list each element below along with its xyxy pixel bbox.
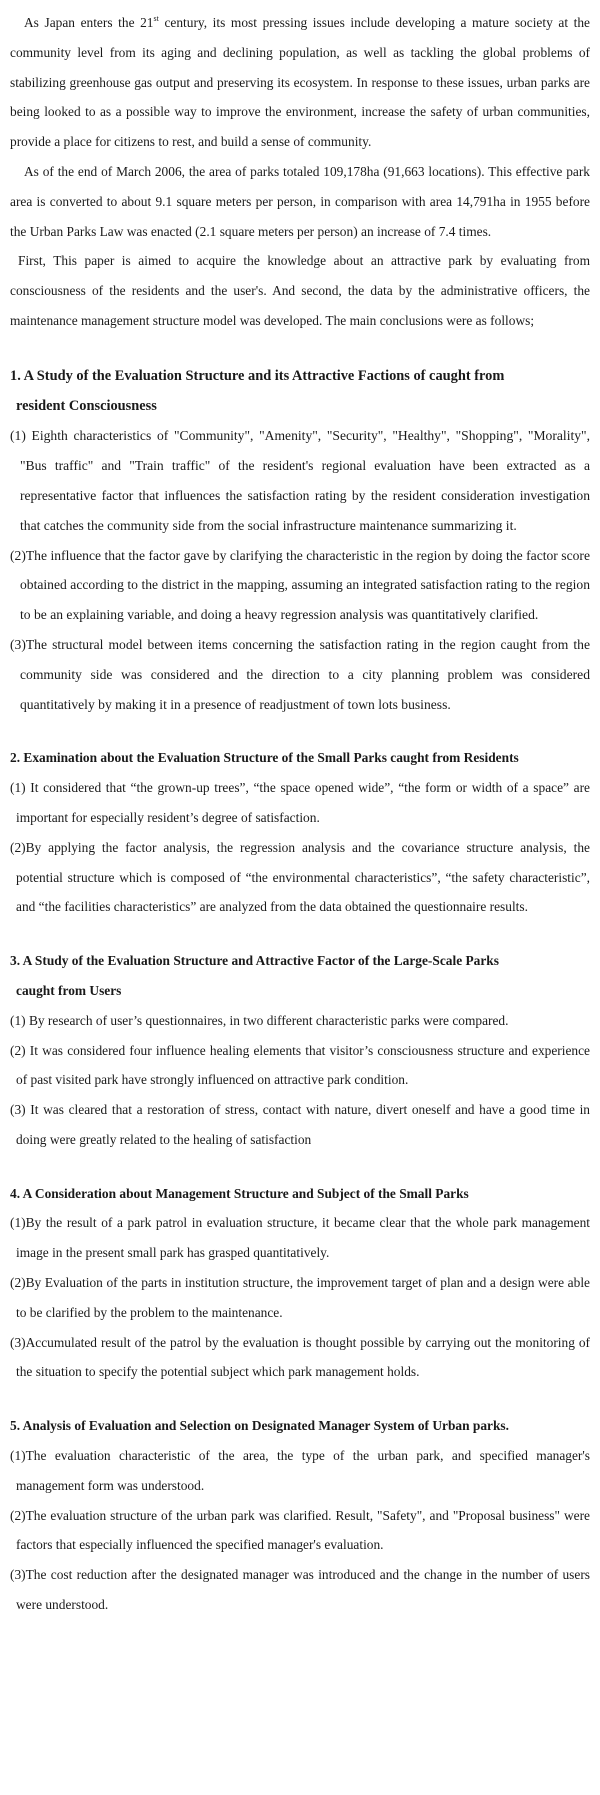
section-4-heading: 4. A Consideration about Management Structure and Subject of the Small Parks	[10, 1185, 469, 1201]
section-3	[10, 946, 590, 1155]
section-4	[10, 1179, 590, 1388]
section-5-item-1: (1)The evaluation characteristic of the area, the type of the urban park, and specified manager's management form was understood.	[10, 1448, 590, 1493]
section-3-item-1: (1) By research of user’s questionnaires, in two different characteristic parks were compared.	[10, 1012, 509, 1028]
section-1	[10, 362, 590, 720]
section-5-heading: 5. Analysis of Evaluation and Selection on Designated Manager System of Urban parks.	[10, 1418, 509, 1434]
section-1-heading: 1. A Study of the Evaluation Structure and its Attractive Factions of caught from resident Consciousness	[10, 367, 505, 414]
section-2	[10, 743, 590, 922]
section-5-item-3: (3)The cost reduction after the designated manager was introduced and the change in the number of users were understood.	[10, 1567, 590, 1613]
section-2-heading: 2. Examination about the Evaluation Structure of the Small Parks caught from Residents	[10, 750, 519, 766]
intro-paragraph-1: As Japan enters the 21st century, its most pressing issues include developing a mature society at the community level from its aging and declining population, as well as tackling the global problems of stabilizing greenhouse gas output and preserving its ecosystem. In response to these issues, urban parks are being looked to as a possible way to improve the environment, increase the safety of urban communities, provide a place for citizens to rest, and build a sense of community.	[10, 14, 590, 150]
section-3-heading: 3. A Study of the Evaluation Structure and Attractive Factor of the Large-Scale Parks caught from Users	[10, 953, 499, 998]
section-3-item-3: (3) It was cleared that a restoration of stress, contact with nature, divert oneself and have a good time in doing were greatly related to the healing of satisfaction	[10, 1102, 590, 1147]
intro-paragraph-3: First, This paper is aimed to acquire the knowledge about an attractive park by evaluating from consciousness of the residents and the user's. And second, the data by the administrative officers, the maintenance management structure model was developed. The main conclusions were as follows;	[10, 253, 590, 328]
intro-paragraph-2: As of the end of March 2006, the area of parks totaled 109,178ha (91,663 locations). This effective park area is converted to about 9.1 square meters per person, in comparison with area 14,791ha in 1955 before the Urban Parks Law was enacted (2.1 square meters per person) an increase of 7.4 times.	[10, 163, 590, 239]
section-5	[10, 1411, 590, 1620]
introduction	[10, 8, 590, 336]
section-4-item-2: (2)By Evaluation of the parts in institution structure, the improvement target of plan and a design were able to be clarified by the problem to the maintenance.	[10, 1275, 590, 1320]
section-4-item-1: (1)By the result of a park patrol in evaluation structure, it became clear that the whole park management image in the present small park has grasped quantitatively.	[10, 1215, 590, 1261]
section-2-item-2: (2)By applying the factor analysis, the regression analysis and the covariance structure analysis, the potential structure which is composed of “the environmental characteristics”, “the safety characteristic”, and “the facilities characteristics” are analyzed from the data obtained the questionnaire results.	[10, 839, 590, 915]
section-3-item-2: (2) It was considered four influence healing elements that visitor’s consciousness structure and experience of past visited park have strongly influenced on attractive park condition.	[10, 1042, 590, 1088]
section-5-item-2: (2)The evaluation structure of the urban park was clarified. Result, "Safety", and "Proposal business" were factors that especially influenced the specified manager's evaluation.	[10, 1507, 590, 1553]
section-1-item-1: (1) Eighth characteristics of "Community", "Amenity", "Security", "Healthy", "Shopping", "Morality", "Bus traffic" and "Train traffic" of the resident's regional evaluation have been extracted as a representative factor that influences the satisfaction rating by the resident consideration investigation that catches the community side from the social infrastructure maintenance summarizing it.	[10, 428, 590, 533]
section-4-item-3: (3)Accumulated result of the patrol by the evaluation is thought possible by carrying out the monitoring of the situation to specify the potential subject which park management holds.	[10, 1334, 590, 1380]
section-2-item-1: (1) It considered that “the grown-up trees”, “the space opened wide”, “the form or width of a space” are important for especially resident’s degree of satisfaction.	[10, 780, 590, 825]
section-1-item-2: (2)The influence that the factor gave by clarifying the characteristic in the region by doing the factor score obtained according to the district in the mapping, assuming an integrated satisfaction rating to the region to be an explaining variable, and doing a heavy regression analysis was quantitatively clarified.	[10, 547, 590, 623]
section-1-item-3: (3)The structural model between items concerning the satisfaction rating in the region caught from the community side was considered and the direction to a city planning problem was considered quantitatively by making it in a presence of readjustment of town lots business.	[10, 636, 590, 712]
